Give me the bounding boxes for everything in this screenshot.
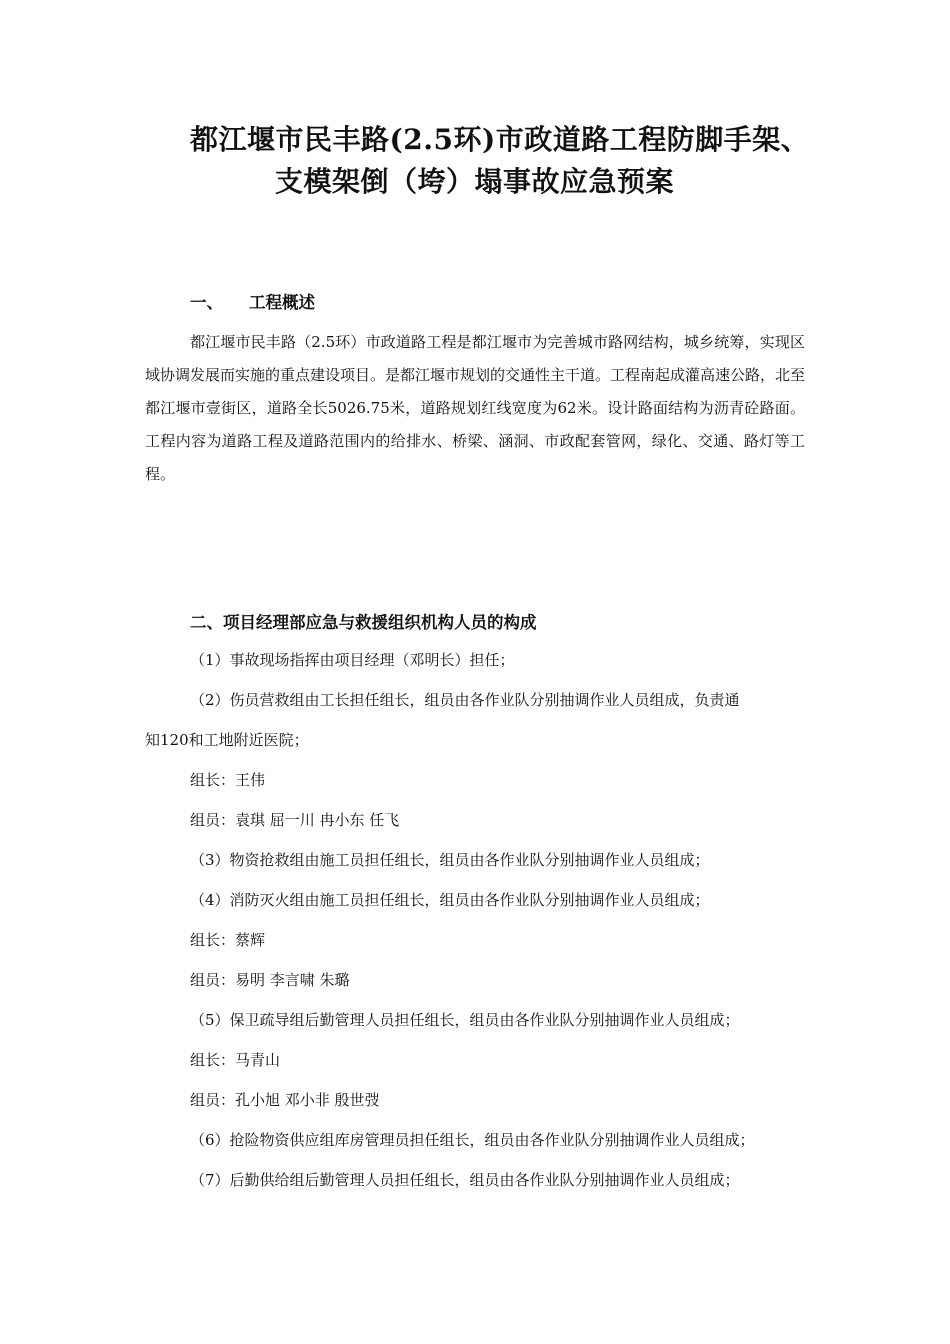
org-line-security-leader: 组长：马青山	[190, 1051, 281, 1069]
section-1-heading	[190, 289, 315, 313]
section-1-paragraph: 都江堰市民丰路（2.5环）市政道路工程是都江堰市为完善城市路网结构，城乡统筹，实现区域协调发展而实施的重点建设项目。是都江堰市规划的交通性主干道。工程南起成灌高速公路，北至都江堰市壹街区，道路全长5026.75米，道路规划红线宽度为62米。设计路面结构为沥青砼路面。工程内容为道路工程及道路范围内的给排水、桥梁、涵洞、市政配套管网，绿化、交通、路灯等工程。	[145, 333, 806, 483]
section-1-title: 工程概述	[249, 293, 315, 312]
org-line-fire-team: （4）消防灭火组由施工员担任组长，组员由各作业队分别抽调作业人员组成；	[190, 891, 710, 909]
org-line-commander: （1）事故现场指挥由项目经理（邓明长）担任；	[190, 651, 515, 669]
org-line-fire-members: 组员：易明 李言啸 朱璐	[190, 971, 350, 989]
org-line-rescue-team: （2）伤员营救组由工长担任组长，组员由各作业队分别抽调作业人员组成，负责通	[190, 691, 740, 709]
org-line-rescue-leader: 组长：王伟	[190, 771, 266, 789]
document-title-line-1: 都江堰市民丰路(2.5环)市政道路工程防脚手架、	[190, 123, 810, 156]
org-line-supply-team: （6）抢险物资供应组库房管理员担任组长，组员由各作业队分别抽调作业人员组成；	[190, 1131, 755, 1149]
org-line-material-team: （3）物资抢救组由施工员担任组长，组员由各作业队分别抽调作业人员组成；	[190, 851, 710, 869]
org-line-logistics-team: （7）后勤供给组后勤管理人员担任组长，组员由各作业队分别抽调作业人员组成；	[190, 1171, 740, 1189]
org-line-rescue-members: 组员：袁琪 屈一川 冉小东 任飞	[190, 811, 400, 829]
org-line-security-team: （5）保卫疏导组后勤管理人员担任组长，组员由各作业队分别抽调作业人员组成；	[190, 1011, 740, 1029]
document-title-line-2: 支模架倒（垮）塌事故应急预案	[275, 165, 675, 198]
org-line-security-members: 组员：孔小旭 邓小非 殷世弢	[190, 1091, 380, 1109]
section-2-heading: 二、项目经理部应急与救援组织机构人员的构成	[190, 613, 537, 632]
section-1-number: 一、	[190, 293, 223, 312]
org-line-fire-leader: 组长：蔡辉	[190, 931, 266, 949]
org-line-rescue-team-cont: 知120和工地附近医院；	[145, 731, 309, 749]
